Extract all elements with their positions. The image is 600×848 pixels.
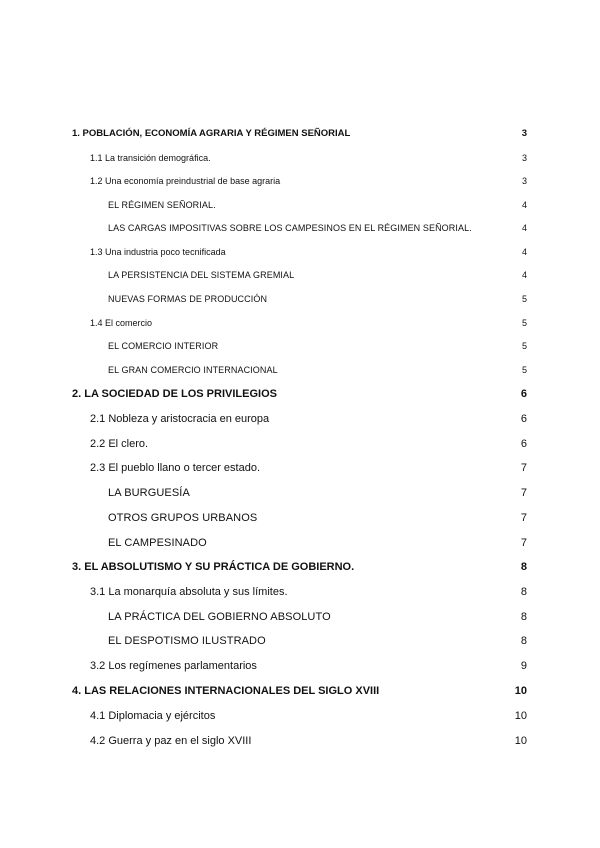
toc-entry-label: 3. EL ABSOLUTISMO Y SU PRÁCTICA DE GOBIERNO. xyxy=(72,561,355,573)
toc-entry-page: 8 xyxy=(520,611,527,623)
toc-entry-label: OTROS GRUPOS URBANOS xyxy=(108,512,258,524)
toc-entry-label: 1.4 El comercio xyxy=(90,318,153,328)
toc-entry-label: EL GRAN COMERCIO INTERNACIONAL xyxy=(108,365,278,375)
toc-entry-section-3 xyxy=(0,559,600,575)
toc-entry-label: NUEVAS FORMAS DE PRODUCCIÓN xyxy=(108,294,268,304)
toc-entry-page: 3 xyxy=(521,176,527,186)
toc-entry-label: EL RÉGIMEN SEÑORIAL. xyxy=(108,200,216,210)
toc-entry-page: 8 xyxy=(520,586,527,598)
toc-entry-label: 4.1 Diplomacia y ejércitos xyxy=(90,710,216,722)
toc-entry-page: 9 xyxy=(520,660,527,672)
toc-entry-2-1 xyxy=(0,411,600,427)
toc-entry-page: 6 xyxy=(520,388,527,400)
toc-entry-3-2 xyxy=(0,658,600,674)
toc-entry-page: 4 xyxy=(521,270,527,280)
toc-entry-label: 1. POBLACIÓN, ECONOMÍA AGRARIA Y RÉGIMEN SEÑORIAL xyxy=(72,128,351,139)
toc-entry-page: 3 xyxy=(521,128,527,139)
toc-entry-page: 8 xyxy=(520,635,527,647)
toc-entry-burguesia xyxy=(0,485,600,501)
toc-entry-cargas-impositivas xyxy=(0,220,600,236)
toc-entry-label: 3.1 La monarquía absoluta y sus límites. xyxy=(90,586,288,598)
toc-entry-label: 2. LA SOCIEDAD DE LOS PRIVILEGIOS xyxy=(72,388,277,400)
toc-entry-page: 3 xyxy=(521,153,527,163)
toc-entry-1-2 xyxy=(0,173,600,189)
toc-entry-label: LA PRÁCTICA DEL GOBIERNO ABSOLUTO xyxy=(108,611,331,623)
toc-entry-page: 10 xyxy=(514,735,527,747)
toc-entry-label: 2.2 El clero. xyxy=(90,438,149,450)
toc-entry-label: EL DESPOTISMO ILUSTRADO xyxy=(108,635,266,647)
toc-entry-section-1 xyxy=(0,126,600,142)
toc-entry-label: 3.2 Los regímenes parlamentarios xyxy=(90,660,257,672)
toc-entry-1-4 xyxy=(0,315,600,331)
toc-entry-page: 4 xyxy=(521,200,527,210)
toc-entry-page: 7 xyxy=(520,487,527,499)
toc-entry-4-2 xyxy=(0,733,600,749)
toc-entry-section-2 xyxy=(0,386,600,402)
toc-entry-3-1 xyxy=(0,584,600,600)
toc-entry-campesinado xyxy=(0,535,600,551)
toc-entry-label: LA BURGUESÍA xyxy=(108,487,190,499)
toc-entry-page: 5 xyxy=(521,341,527,351)
toc-entry-page: 10 xyxy=(514,710,527,722)
toc-entry-otros-grupos xyxy=(0,510,600,526)
toc-entry-page: 7 xyxy=(520,537,527,549)
toc-entry-label: LAS CARGAS IMPOSITIVAS SOBRE LOS CAMPESINOS EN EL RÉGIMEN SEÑORIAL. xyxy=(108,223,472,233)
toc-entry-page: 7 xyxy=(520,512,527,524)
toc-entry-page: 5 xyxy=(521,318,527,328)
toc-entry-despotismo xyxy=(0,633,600,649)
toc-entry-label: 4. LAS RELACIONES INTERNACIONALES DEL SIGLO XVIII xyxy=(72,685,380,697)
toc-entry-page: 6 xyxy=(520,438,527,450)
toc-entry-page: 7 xyxy=(520,462,527,474)
toc-entry-2-3 xyxy=(0,460,600,476)
toc-entry-page: 10 xyxy=(514,685,527,697)
toc-entry-label: 4.2 Guerra y paz en el siglo XVIII xyxy=(90,735,252,747)
toc-entry-4-1 xyxy=(0,708,600,724)
toc-entry-gran-comercio xyxy=(0,362,600,378)
toc-entry-label: LA PERSISTENCIA DEL SISTEMA GREMIAL xyxy=(108,270,295,280)
toc-entry-1-1 xyxy=(0,150,600,166)
toc-entry-section-4 xyxy=(0,683,600,699)
toc-entry-label: 2.1 Nobleza y aristocracia en europa xyxy=(90,413,270,425)
toc-entry-comercio-interior xyxy=(0,338,600,354)
toc-entry-nuevas-formas xyxy=(0,291,600,307)
toc-entry-page: 8 xyxy=(520,561,527,573)
toc-entry-label: EL COMERCIO INTERIOR xyxy=(108,341,219,351)
toc-entry-page: 4 xyxy=(521,247,527,257)
toc-entry-label: 1.2 Una economía preindustrial de base agraria xyxy=(90,176,281,186)
toc-entry-label: 2.3 El pueblo llano o tercer estado. xyxy=(90,462,261,474)
toc-entry-label: EL CAMPESINADO xyxy=(108,537,207,549)
toc-entry-label: 1.1 La transición demográfica. xyxy=(90,153,211,163)
toc-entry-practica-gobierno xyxy=(0,609,600,625)
toc-entry-sistema-gremial xyxy=(0,267,600,283)
toc-entry-2-2 xyxy=(0,436,600,452)
toc-entry-page: 6 xyxy=(520,413,527,425)
toc-entry-page: 5 xyxy=(521,365,527,375)
toc-entry-page: 5 xyxy=(521,294,527,304)
toc-entry-regimen-senorial xyxy=(0,197,600,213)
toc-entry-page: 4 xyxy=(521,223,527,233)
toc-entry-1-3 xyxy=(0,244,600,260)
toc-entry-label: 1.3 Una industria poco tecnificada xyxy=(90,247,226,257)
